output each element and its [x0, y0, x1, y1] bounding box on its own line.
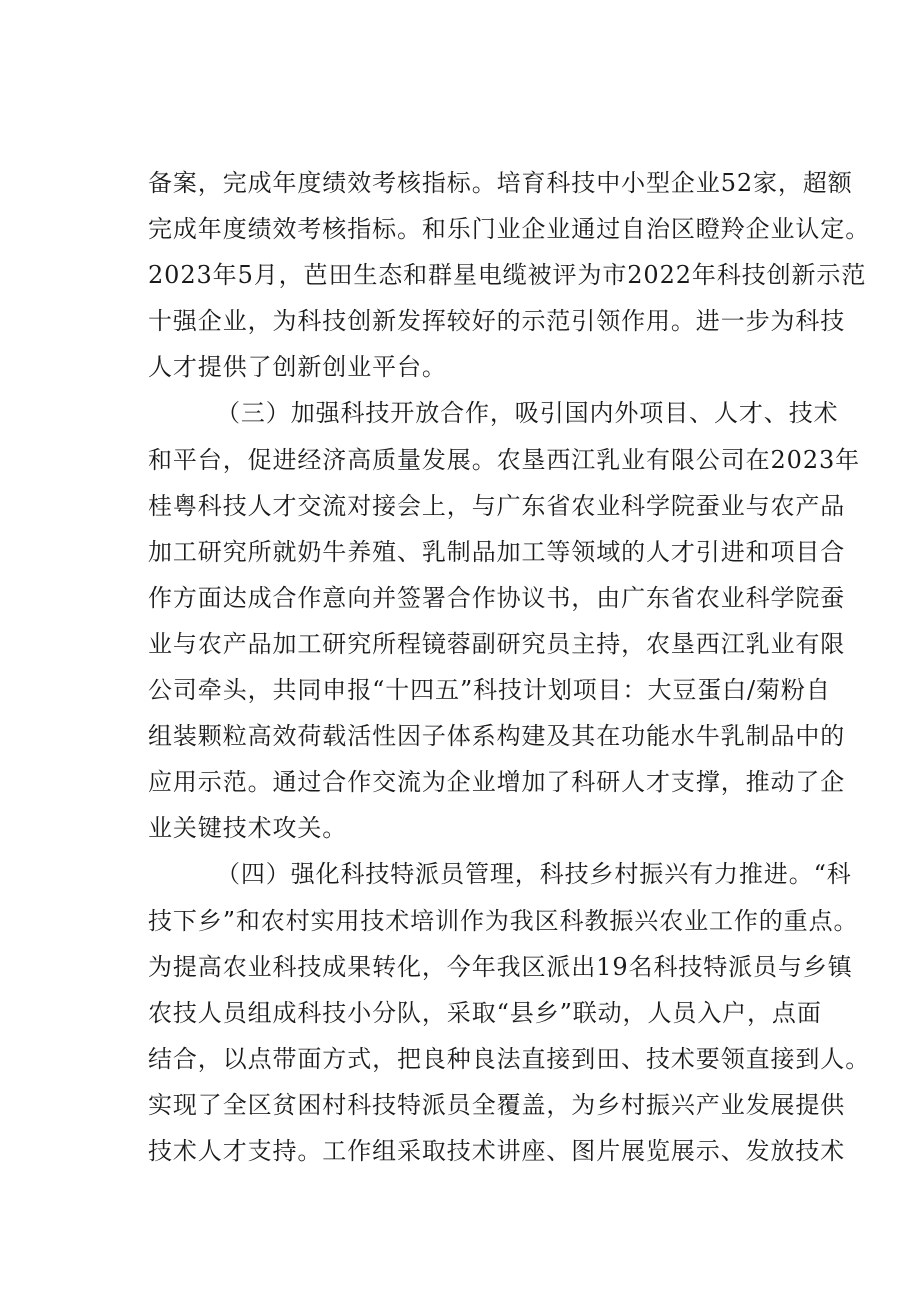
document-body	[148, 160, 871, 1174]
text-line: 业与农产品加工研究所程镜蓉副研究员主持，农垦西江乳业有限	[148, 629, 846, 658]
text-line: 组装颗粒高效荷载活性因子体系构建及其在功能水牛乳制品中的	[148, 722, 846, 751]
paragraph-first-line: （四）强化科技特派员管理，科技乡村振兴有力推进。“科	[216, 860, 852, 889]
text-line: 结合，以点带面方式，把良种良法直接到田、技术要领直接到人。	[148, 1044, 871, 1073]
text-line: 技下乡”和农村实用技术培训作为我区科教振兴农业工作的重点。	[148, 906, 859, 935]
text-line: 业关键技术攻关。	[148, 814, 348, 843]
text-line: 应用示范。通过合作交流为企业增加了科研人才支撑，推动了企	[148, 768, 846, 797]
text-line: 2023年5月，芭田生态和群星电缆被评为市2022年科技创新示范	[148, 261, 867, 290]
text-line: 人才提供了创新创业平台。	[148, 353, 447, 382]
text-line: 和平台，促进经济高质量发展。农垦西江乳业有限公司在2023年	[148, 445, 861, 474]
text-line: 桂粤科技人才交流对接会上，与广东省农业科学院蚕业与农产品	[148, 491, 846, 520]
text-line: 公司牵头，共同申报“十四五”科技计划项目：大豆蛋白/菊粉自	[148, 676, 831, 705]
text-line: 农技人员组成科技小分队，采取“县乡”联动，人员入户，点面	[148, 998, 822, 1027]
text-line: 技术人才支持。工作组采取技术讲座、图片展览展示、发放技术	[148, 1136, 846, 1165]
text-line: 作方面达成合作意向并签署合作协议书，由广东省农业科学院蚕	[148, 583, 846, 612]
paragraph-first-line: （三）加强科技开放合作，吸引国内外项目、人才、技术	[216, 399, 839, 428]
text-line: 完成年度绩效考核指标。和乐门业企业通过自治区瞪羚企业认定。	[148, 215, 871, 244]
text-line: 实现了全区贫困村科技特派员全覆盖，为乡村振兴产业发展提供	[148, 1090, 846, 1119]
text-line: 为提高农业科技成果转化，今年我区派出19名科技特派员与乡镇	[148, 952, 853, 981]
text-line: 十强企业，为科技创新发挥较好的示范引领作用。进一步为科技	[148, 307, 846, 336]
text-line: 加工研究所就奶牛养殖、乳制品加工等领域的人才引进和项目合	[148, 537, 846, 566]
text-line: 备案，完成年度绩效考核指标。培育科技中小型企业52家，超额	[148, 169, 853, 197]
